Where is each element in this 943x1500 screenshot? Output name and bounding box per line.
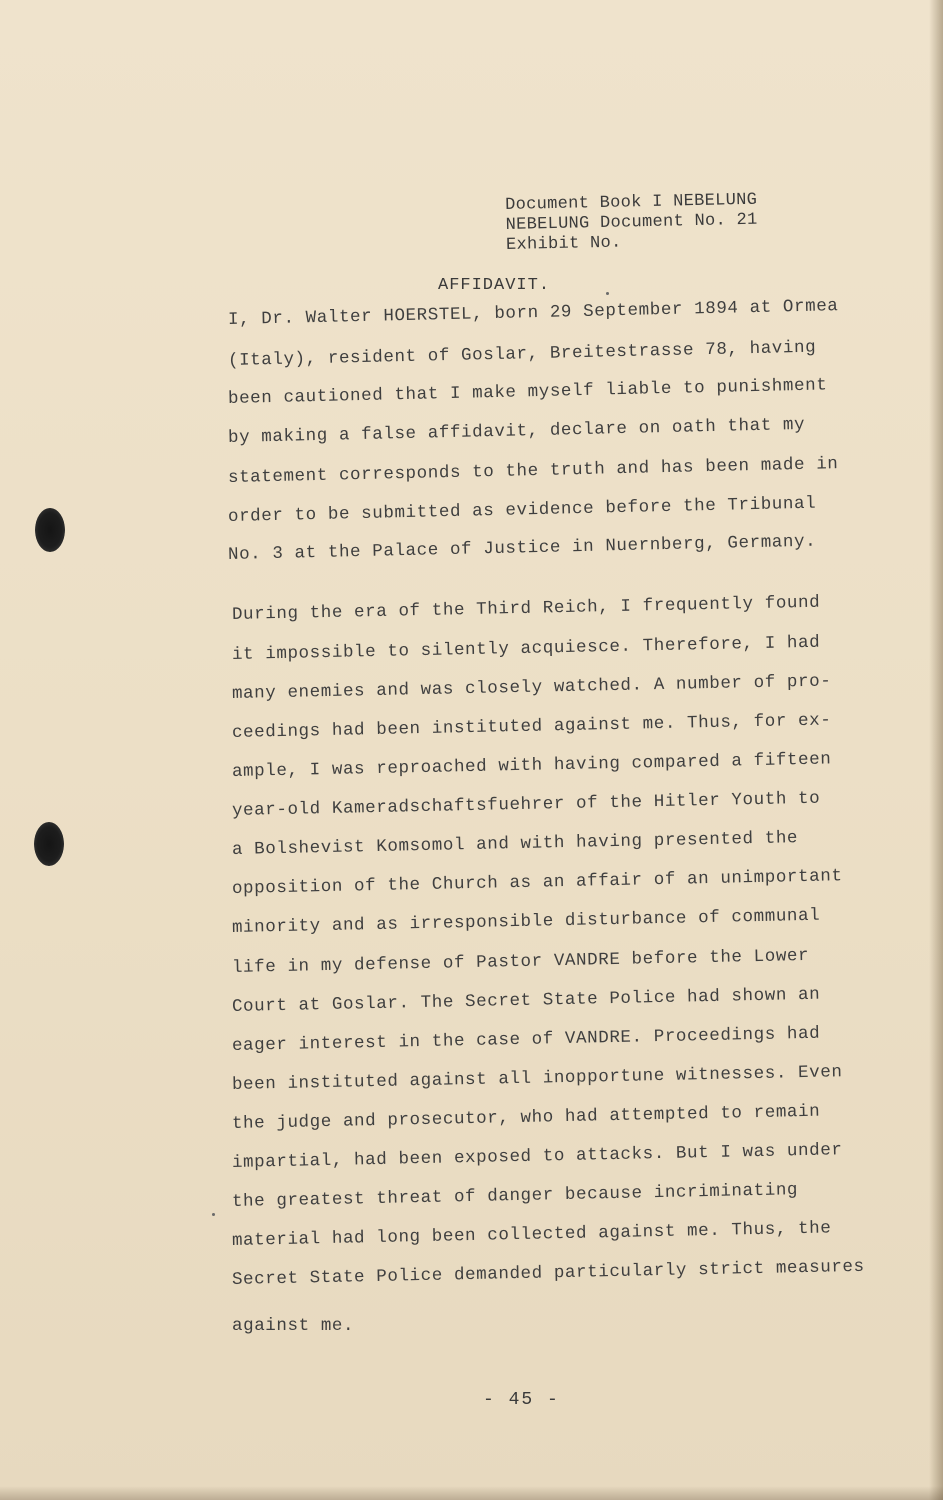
text-line: it impossible to silently acquiesce. Therefore, I had (231, 632, 821, 665)
text-line: Court at Goslar. The Secret State Police had shown an (231, 984, 821, 1017)
text-line: life in my defense of Pastor VANDRE before the Lower (231, 945, 810, 978)
text-line: the greatest threat of danger because incriminating (231, 1180, 799, 1212)
text-line: the judge and prosecutor, who had attempted to remain (231, 1101, 821, 1134)
text-line: by making a false affidavit, declare on oath that my (227, 414, 806, 448)
page-edge-shadow (929, 0, 943, 1500)
text-line: against me. (232, 1316, 355, 1336)
text-line: been instituted against all inopportune witnesses. Even (231, 1062, 843, 1095)
text-line: minority and as irresponsible disturbance of communal (231, 905, 821, 938)
document-book-line: Document Book I NEBELUNG (505, 190, 758, 215)
text-line: material had long been collected against me. Thus, the (231, 1218, 832, 1251)
text-line: eager interest in the case of VANDRE. Proceedings had (231, 1023, 821, 1056)
document-reference-block (505, 191, 758, 256)
text-line: year-old Kameradschaftsfuehrer of the Hitler Youth to (231, 788, 821, 821)
affidavit-statement-paragraph (231, 592, 912, 1355)
text-line: many enemies and was closely watched. A number of pro- (231, 671, 832, 704)
text-line: Secret State Police demanded particularly strict measures (231, 1256, 865, 1290)
text-line: order to be submitted as evidence before the Tribunal (227, 493, 817, 527)
text-line: impartial, had been exposed to attacks. But I was under (231, 1140, 843, 1173)
exhibit-number-line: Exhibit No. (505, 233, 622, 255)
page-number: - 45 - (483, 1390, 560, 1410)
punch-hole-upper (35, 508, 65, 552)
text-line: been cautioned that I make myself liable to punishment (227, 375, 828, 409)
text-line: ample, I was reproached with having compared a fifteen (231, 749, 832, 782)
ink-speck (212, 1213, 215, 1216)
ink-speck (606, 292, 609, 295)
text-line: During the era of the Third Reich, I frequently found (231, 592, 821, 625)
text-line: I, Dr. Walter HOERSTEL, born 29 September 1894 at Ormea (227, 296, 839, 330)
text-line: a Bolshevist Komsomol and with having presented the (231, 828, 799, 860)
document-title: AFFIDAVIT. (438, 276, 551, 295)
text-line: opposition of the Church as an affair of an unimportant (231, 866, 843, 899)
text-line: statement corresponds to the truth and has been made in (227, 454, 839, 488)
text-line: (Italy), resident of Goslar, Breitestrasse 78, having (227, 337, 817, 371)
affidavit-intro-paragraph (227, 296, 908, 580)
text-line: ceedings had been instituted against me. Thus, for ex- (231, 710, 832, 743)
punch-hole-lower (34, 822, 64, 866)
document-number-line: NEBELUNG Document No. 21 (505, 210, 758, 235)
text-line: No. 3 at the Palace of Justice in Nuernberg, Germany. (227, 531, 817, 565)
